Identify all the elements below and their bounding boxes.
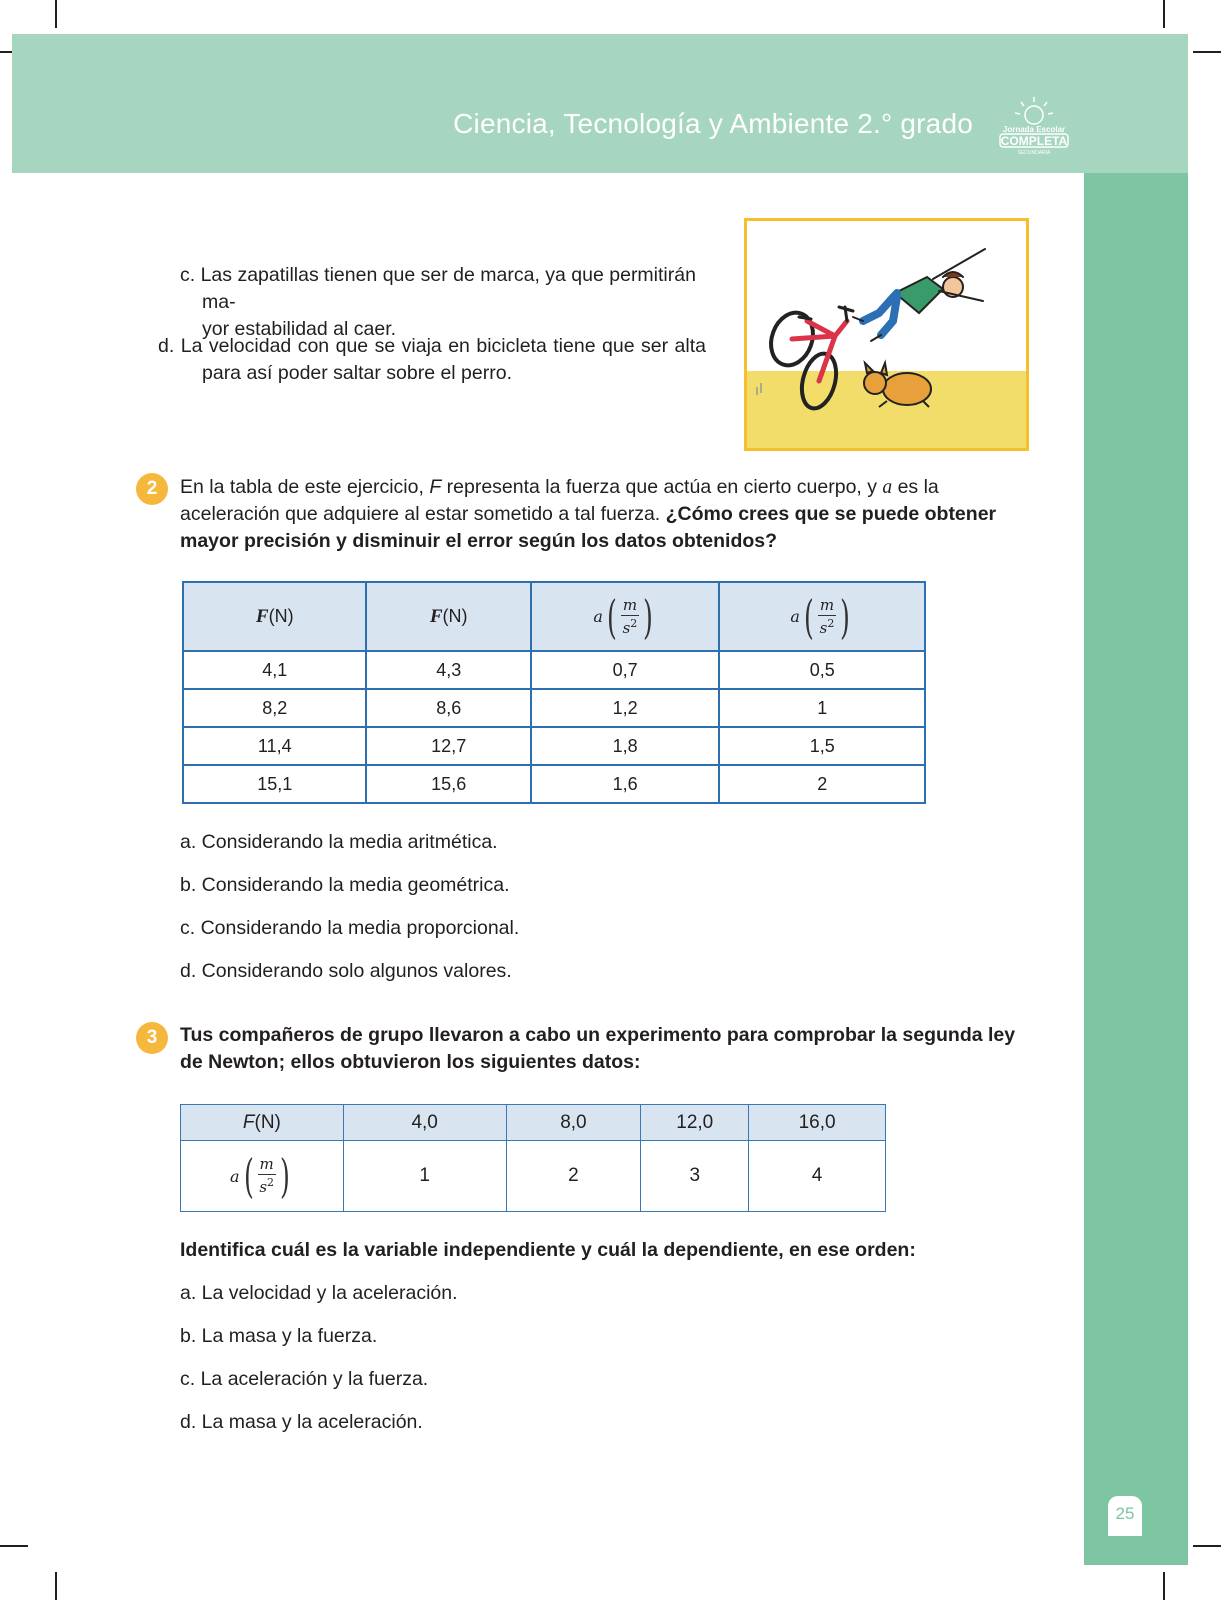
table-cell: 0,5 [719,651,925,689]
acceleration-unit-formula: a ( $\frac{m}{s^2}$ ) [790,589,851,644]
table-cell: 1 [343,1141,506,1212]
fraction-exponent: 2 [827,616,835,630]
fraction-exponent: 2 [267,1176,275,1189]
label-var-a: a [230,1166,240,1186]
q2-question-bold: ¿Cómo crees que se puede obtener mayor precisión y disminuir el error según los datos obtenidos? [180,503,997,552]
q1-option-c [180,262,728,343]
table-cell: 2 [506,1141,641,1212]
page-title: Ciencia, Tecnología y Ambiente 2.° grado [453,108,973,139]
header-var-f: F [255,605,269,627]
q2-option-c: c. Considerando la media proporcional. [180,917,520,939]
header-var-a: a [790,607,800,626]
acceleration-unit-formula: a ( $\frac{m}{s^2}$ ) [230,1149,290,1203]
fraction-numerator: m [819,595,835,614]
bicycle-fall-drawing [747,221,1026,448]
table-cell: 8,0 [506,1105,641,1141]
logo [994,93,1074,157]
crop-mark [1193,51,1221,53]
crop-mark [1193,1545,1221,1547]
svg-text:COMPLETA: COMPLETA [1000,134,1068,148]
svg-text:SECUNDARIA: SECUNDARIA [1017,150,1051,156]
table-header-cell [719,582,925,651]
table-row [183,651,925,689]
crop-mark [55,0,57,28]
table-header-cell [366,582,530,651]
table-cell: 4,0 [343,1105,506,1141]
table-row [183,765,925,803]
side-band [1084,173,1188,1565]
table-header-cell [183,582,366,651]
table-cell: 2 [719,765,925,803]
q1-option-c-line2: yor estabilidad al caer. [202,318,397,340]
table-cell: 1,6 [531,765,720,803]
crop-mark [0,1545,28,1547]
table-cell: 12,0 [641,1105,749,1141]
row-label-force [181,1105,344,1141]
q3-prompt: Identifica cuál es la variable independiente y cuál la dependiente, en ese orden: [180,1239,916,1261]
table-cell: 1,8 [531,727,720,765]
q3-option-d: d. La masa y la aceleración. [180,1411,423,1433]
table-cell: 11,4 [183,727,366,765]
crop-mark [1163,1572,1165,1600]
table-cell: 4,3 [366,651,530,689]
header-var-a: a [593,607,603,626]
table-cell: 12,7 [366,727,530,765]
q1-option-c-line1: c. Las zapatillas tienen que ser de marca, ya que permitirán ma- [180,264,696,313]
q2-option-b: b. Considerando la media geométrica. [180,874,510,896]
fraction-denominator: s [259,1178,268,1196]
table-cell: 4 [749,1141,886,1212]
question3-text [180,1022,1030,1076]
table-row [183,689,925,727]
table-cell: 15,1 [183,765,366,803]
q2-text-part: representa la fuerza que actúa en cierto cuerpo, y [441,476,883,498]
q2-option-a: a. Considerando la media aritmética. [180,831,498,853]
question-number-3: 3 [136,1022,168,1054]
table-cell: 1,5 [719,727,925,765]
q1-option-d [158,333,728,387]
header-unit: (N) [442,605,468,626]
fraction-denominator: s [622,618,631,637]
q3-option-c: c. La aceleración y la fuerza. [180,1368,429,1390]
table-cell: 8,6 [366,689,530,727]
fraction-denominator: s [819,618,828,637]
table-cell: 3 [641,1141,749,1212]
svg-text:Jornada Escolar: Jornada Escolar [1002,125,1066,134]
table-cell: 16,0 [749,1105,886,1141]
label-unit: (N) [254,1111,281,1133]
table-row [181,1105,886,1141]
header-var-f: F [429,605,443,627]
q1-option-d-line1: d. La velocidad con que se viaja en bicicleta tiene que ser alta [158,335,706,357]
acceleration-unit-formula: a ( $\frac{m}{s^2}$ ) [593,589,653,644]
fraction-numerator: m [622,595,638,614]
q2-text-part: En la tabla de este ejercicio, [180,476,430,498]
force-acceleration-table [182,581,926,804]
q2-text-part: es la aceleración que adquiere al estar sometido a tal fuerza. [180,476,939,525]
question-number-2: 2 [136,473,168,505]
table-cell: 15,6 [366,765,530,803]
q3-option-a: a. La velocidad y la aceleración. [180,1282,458,1304]
table-cell: 1,2 [531,689,720,727]
q1-option-d-line2: para así poder saltar sobre el perro. [202,362,513,384]
page-number: 25 [1108,1496,1142,1536]
newton-data-table [180,1104,886,1212]
table-cell: 4,1 [183,651,366,689]
label-var-f: F [242,1111,255,1133]
bicycle-fall-illustration [744,218,1029,451]
q2-var-a: a [882,477,893,498]
crop-mark [55,1572,57,1600]
header-unit: (N) [268,605,294,626]
fraction-numerator: m [259,1155,274,1173]
table-row [183,727,925,765]
fraction-exponent: 2 [630,616,638,630]
row-label-acceleration [181,1141,344,1212]
table-header-cell [531,582,720,651]
q2-option-d: d. Considerando solo algunos valores. [180,960,512,982]
q3-option-b: b. La masa y la fuerza. [180,1325,378,1347]
table-cell: 0,7 [531,651,720,689]
crop-mark [1163,0,1165,28]
q3-question-bold: Tus compañeros de grupo llevaron a cabo un experimento para comprobar la segunda ley de Newton; ellos obtuvieron los siguientes datos: [180,1024,1016,1073]
table-cell: 1 [719,689,925,727]
table-row [181,1141,886,1212]
question2-text [180,474,1030,555]
q2-var-f: F [429,476,442,498]
table-cell: 8,2 [183,689,366,727]
